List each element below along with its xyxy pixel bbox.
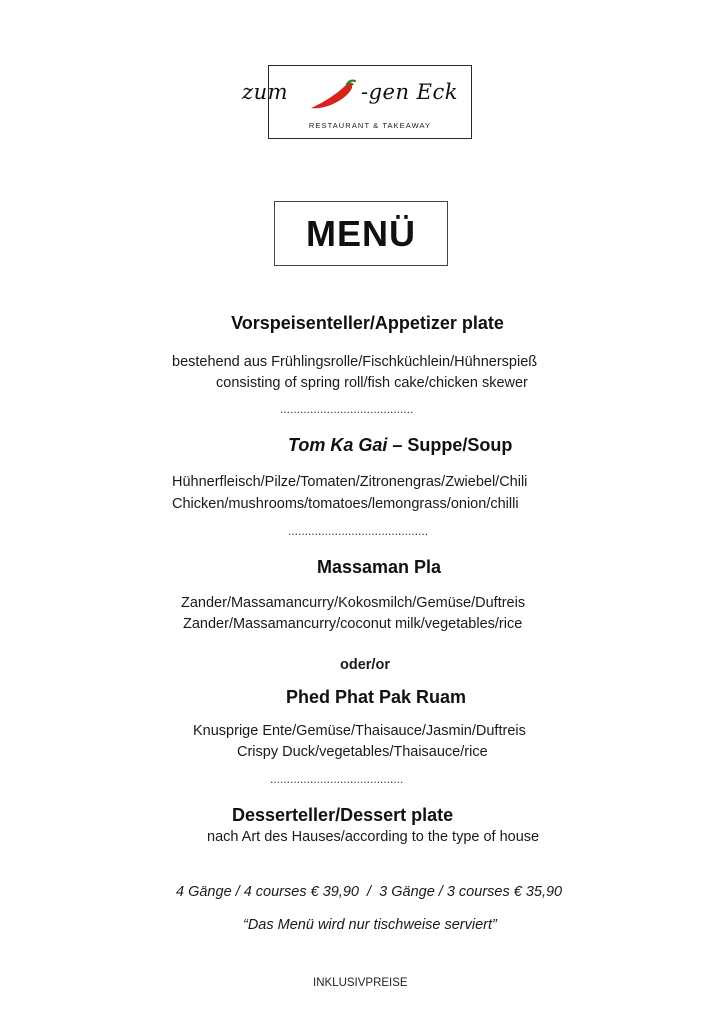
- serving-note: “Das Menü wird nur tischweise serviert”: [243, 917, 497, 933]
- or-label: oder/or: [340, 657, 390, 673]
- chili-pepper-icon: [307, 78, 363, 112]
- logo-subtitle: RESTAURANT & TAKEAWAY: [308, 121, 432, 130]
- dessert-description: nach Art des Hauses/according to the type of house: [207, 829, 540, 845]
- separator-dots: ........................................: [280, 402, 414, 416]
- main-course-1-description-en: Zander/Massamancurry/coconut milk/vegetables/rice: [183, 616, 523, 632]
- appetizer-description-en: consisting of spring roll/fish cake/chicken skewer: [216, 375, 528, 391]
- main-course-2-description-en: Crispy Duck/vegetables/Thaisauce/rice: [237, 744, 488, 760]
- dessert-heading: Desserteller/Dessert plate: [232, 805, 454, 825]
- logo-word-right: -gen Eck: [361, 80, 458, 104]
- soup-heading: [288, 435, 512, 456]
- main-course-1-description-de: Zander/Massamancurry/Kokosmilch/Gemüse/Duftreis: [181, 595, 526, 611]
- soup-description-de: Hühnerfleisch/Pilze/Tomaten/Zitronengras/Zwiebel/Chili: [172, 474, 528, 490]
- main-course-1-heading: Massaman Pla: [316, 557, 442, 577]
- menu-title: MENÜ: [274, 201, 448, 266]
- appetizer-heading: Vorspeisenteller/Appetizer plate: [231, 313, 504, 333]
- separator-dots: ..........................................: [288, 524, 429, 538]
- main-course-2-heading: Phed Phat Pak Ruam: [285, 687, 467, 707]
- restaurant-logo: [242, 65, 472, 139]
- main-course-2-description-de: Knusprige Ente/Gemüse/Thaisauce/Jasmin/Duftreis: [193, 723, 526, 739]
- soup-heading-italic: Tom Ka Gai: [288, 435, 388, 455]
- separator-dots: ........................................: [270, 772, 404, 786]
- logo-word-left: zum: [242, 80, 289, 104]
- inclusive-prices-footer: INKLUSIVPREISE: [313, 977, 408, 989]
- pricing-line: 4 Gänge / 4 courses € 39,90 / 3 Gänge / 3 courses € 35,90: [176, 884, 563, 900]
- appetizer-description-de: bestehend aus Frühlingsrolle/Fischküchlein/Hühnerspieß: [172, 354, 538, 370]
- soup-heading-rest: – Suppe/Soup: [387, 435, 513, 455]
- soup-description-en: Chicken/mushrooms/tomatoes/lemongrass/onion/chilli: [172, 496, 519, 512]
